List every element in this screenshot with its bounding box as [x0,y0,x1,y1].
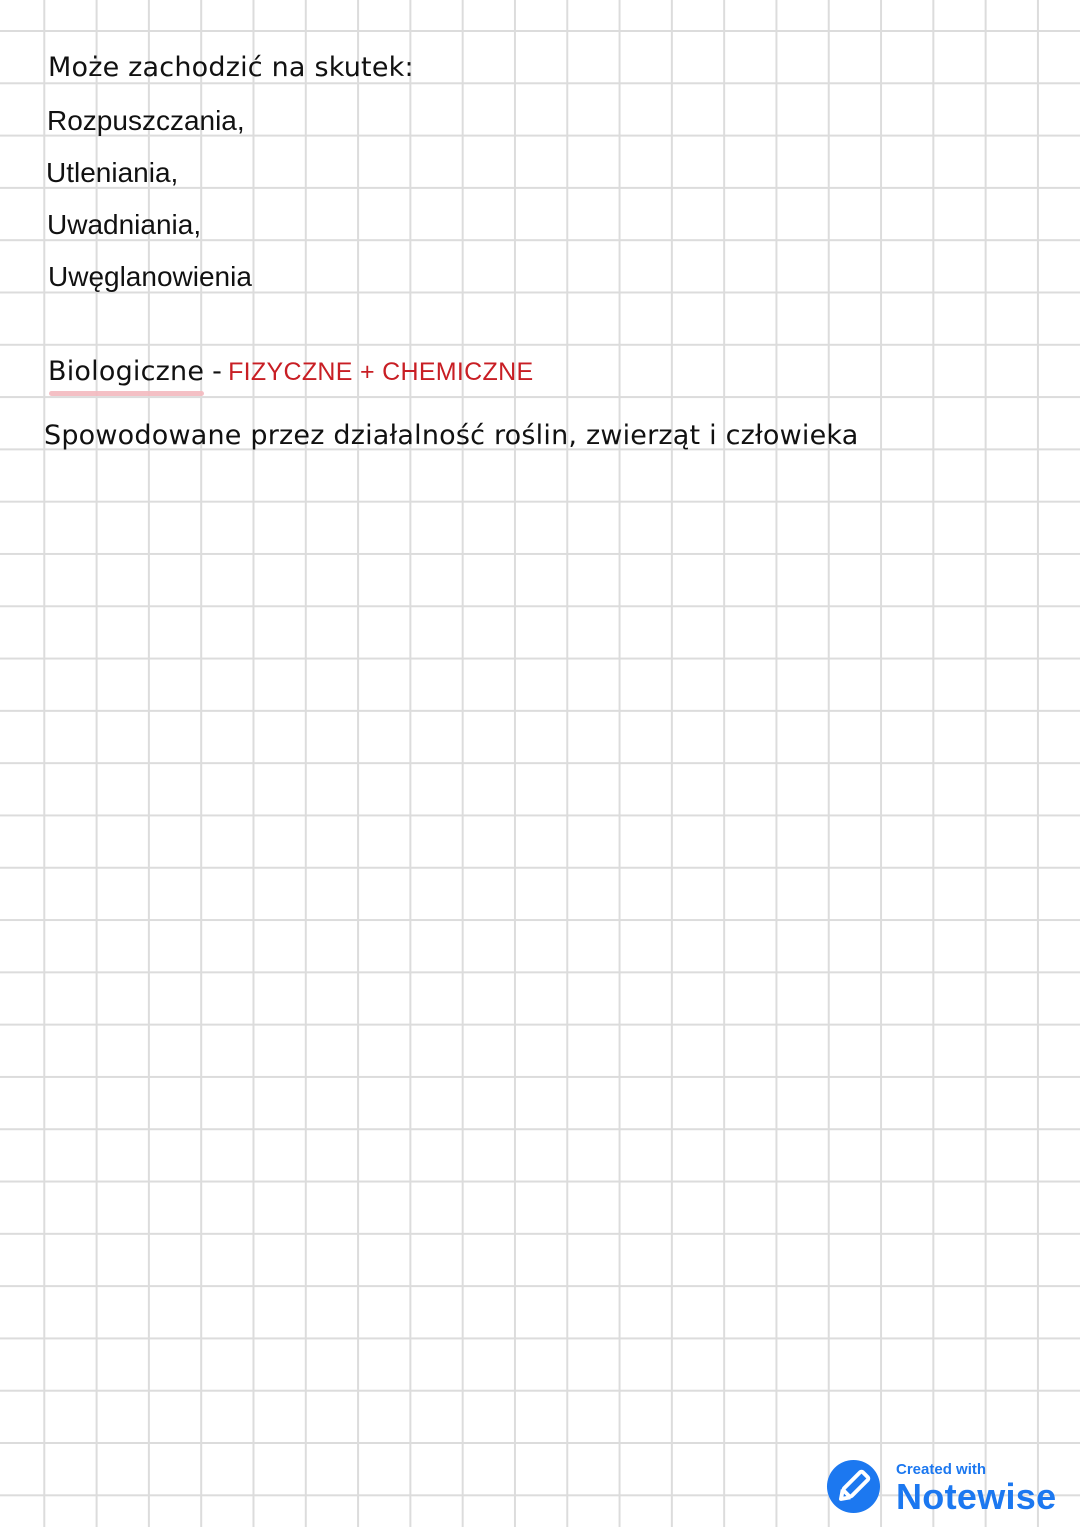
dash-separator: - [212,356,223,387]
list-item-uweglanowienia: Uwęglanowienia [48,261,252,292]
pencil-icon [826,1459,881,1514]
list-item-uwadniania: Uwadniania, [47,209,202,240]
list-item-utleniania: Utleniania, [46,157,179,188]
biological-word: Biologiczne [48,356,205,387]
biological-label [48,356,204,387]
notewise-watermark [826,1458,1066,1516]
biological-weathering-line [48,356,533,387]
list-item-rozpuszczania: Rozpuszczania, [47,105,245,136]
weathering-types: FIZYCZNE + CHEMICZNE [228,358,534,386]
brand-name: Notewise [896,1476,1057,1517]
description-text: Spowodowane przez działalność roślin, zwierząt i człowieka [44,420,859,451]
created-with-text: Created with [896,1461,987,1478]
highlight-underline [49,391,204,396]
heading-text: Może zachodzić na skutek: [48,52,414,83]
